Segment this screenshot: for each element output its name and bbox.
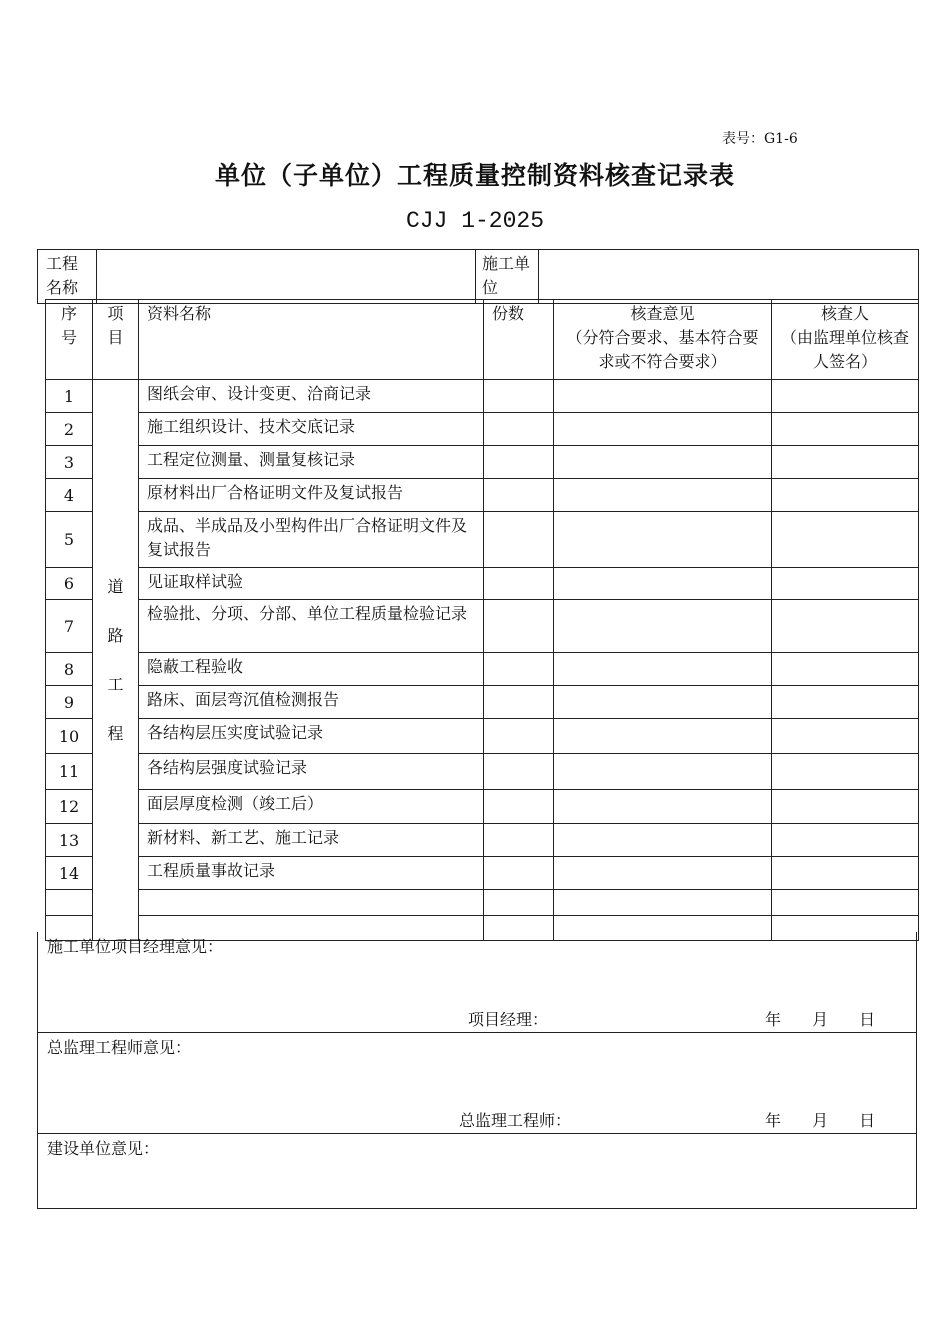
row-copies-cell[interactable] bbox=[484, 824, 554, 857]
row-copies-cell[interactable] bbox=[484, 754, 554, 790]
row-doc-name: 工程定位测量、测量复核记录 bbox=[139, 446, 484, 479]
pm-sign-label: 项目经理： bbox=[468, 1010, 549, 1029]
row-doc-name: 施工组织设计、技术交底记录 bbox=[139, 413, 484, 446]
row-seq: 8 bbox=[46, 653, 93, 686]
row-opinion-cell[interactable] bbox=[554, 568, 772, 600]
row-opinion-cell[interactable] bbox=[554, 446, 772, 479]
pm-opinion-box[interactable] bbox=[37, 932, 917, 1033]
table-row bbox=[46, 446, 919, 479]
row-copies-cell[interactable] bbox=[484, 653, 554, 686]
row-seq: 2 bbox=[46, 413, 93, 446]
row-reviewer-cell[interactable] bbox=[772, 446, 919, 479]
row-opinion-cell[interactable] bbox=[554, 686, 772, 719]
category-char: 程 bbox=[107, 724, 124, 743]
records-table bbox=[45, 299, 919, 941]
table-row bbox=[46, 686, 919, 719]
row-opinion-cell[interactable] bbox=[554, 790, 772, 824]
row-seq: 12 bbox=[46, 790, 93, 824]
row-copies-cell[interactable] bbox=[484, 512, 554, 568]
row-opinion-cell[interactable] bbox=[554, 653, 772, 686]
row-doc-name: 隐蔽工程验收 bbox=[139, 653, 484, 686]
table-row bbox=[46, 824, 919, 857]
table-row bbox=[46, 754, 919, 790]
row-copies-cell[interactable] bbox=[484, 413, 554, 446]
row-doc-name: 各结构层强度试验记录 bbox=[139, 754, 484, 790]
row-opinion-cell[interactable] bbox=[554, 857, 772, 890]
category-char: 工 bbox=[107, 675, 124, 694]
row-seq: 11 bbox=[46, 754, 93, 790]
standard-code: CJJ 1-2025 bbox=[405, 208, 545, 234]
row-copies-cell[interactable] bbox=[484, 719, 554, 754]
header-category: 项目 bbox=[93, 300, 139, 380]
row-seq: 1 bbox=[46, 380, 93, 413]
row-opinion-cell[interactable] bbox=[554, 600, 772, 653]
table-row bbox=[46, 568, 919, 600]
row-reviewer-cell[interactable] bbox=[772, 600, 919, 653]
category-char: 路 bbox=[107, 626, 124, 645]
table-row bbox=[46, 857, 919, 890]
row-reviewer-cell[interactable] bbox=[772, 479, 919, 512]
row-reviewer-cell[interactable] bbox=[772, 890, 919, 916]
contractor-field[interactable] bbox=[539, 250, 919, 304]
row-opinion-cell[interactable] bbox=[554, 719, 772, 754]
header-reviewer: 核查人 （由监理单位核查人签名） bbox=[772, 300, 919, 380]
row-seq: 14 bbox=[46, 857, 93, 890]
opinions-section bbox=[37, 932, 917, 1209]
table-row bbox=[46, 890, 919, 916]
row-reviewer-cell[interactable] bbox=[772, 512, 919, 568]
category-char: 道 bbox=[107, 577, 124, 596]
header-copies: 份数 bbox=[484, 300, 554, 380]
row-copies-cell[interactable] bbox=[484, 380, 554, 413]
row-seq: 7 bbox=[46, 600, 93, 653]
row-doc-name: 检验批、分项、分部、单位工程质量检验记录 bbox=[139, 600, 484, 653]
row-copies-cell[interactable] bbox=[484, 790, 554, 824]
row-seq bbox=[46, 890, 93, 916]
row-doc-name: 新材料、新工艺、施工记录 bbox=[139, 824, 484, 857]
row-opinion-cell[interactable] bbox=[554, 754, 772, 790]
chief-opinion-label: 总监理工程师意见： bbox=[47, 1038, 192, 1057]
project-name-field[interactable] bbox=[97, 250, 476, 304]
table-row bbox=[46, 600, 919, 653]
project-info-table bbox=[37, 249, 919, 304]
row-copies-cell[interactable] bbox=[484, 600, 554, 653]
row-opinion-cell[interactable] bbox=[554, 380, 772, 413]
pm-date: 年 月 日 bbox=[765, 1010, 876, 1029]
header-opinion: 核查意见 （分符合要求、基本符合要求或不符合要求） bbox=[554, 300, 772, 380]
row-doc-name: 工程质量事故记录 bbox=[139, 857, 484, 890]
table-row bbox=[46, 479, 919, 512]
row-opinion-cell[interactable] bbox=[554, 479, 772, 512]
row-reviewer-cell[interactable] bbox=[772, 568, 919, 600]
row-doc-name: 见证取样试验 bbox=[139, 568, 484, 600]
owner-opinion-box[interactable] bbox=[37, 1134, 917, 1209]
project-name-label: 工程名称 bbox=[38, 250, 97, 304]
table-row bbox=[46, 653, 919, 686]
row-doc-name: 面层厚度检测（竣工后） bbox=[139, 790, 484, 824]
table-row bbox=[46, 790, 919, 824]
row-opinion-cell[interactable] bbox=[554, 824, 772, 857]
owner-opinion-label: 建设单位意见： bbox=[47, 1139, 160, 1158]
header-doc-name: 资料名称 bbox=[139, 300, 484, 380]
table-row bbox=[46, 413, 919, 446]
chief-opinion-box[interactable] bbox=[37, 1033, 917, 1134]
row-seq: 9 bbox=[46, 686, 93, 719]
chief-date: 年 月 日 bbox=[765, 1111, 876, 1130]
header-seq: 序号 bbox=[46, 300, 93, 380]
table-row bbox=[46, 380, 919, 413]
row-doc-name bbox=[139, 890, 484, 916]
row-doc-name: 图纸会审、设计变更、洽商记录 bbox=[139, 380, 484, 413]
row-reviewer-cell[interactable] bbox=[772, 719, 919, 754]
row-reviewer-cell[interactable] bbox=[772, 790, 919, 824]
row-seq: 5 bbox=[46, 512, 93, 568]
category-cell bbox=[93, 380, 139, 941]
row-doc-name: 各结构层压实度试验记录 bbox=[139, 719, 484, 754]
row-reviewer-cell[interactable] bbox=[772, 857, 919, 890]
row-copies-cell[interactable] bbox=[484, 568, 554, 600]
row-copies-cell[interactable] bbox=[484, 446, 554, 479]
row-doc-name: 成品、半成品及小型构件出厂合格证明文件及复试报告 bbox=[139, 512, 484, 568]
page-title: 单位（子单位）工程质量控制资料核查记录表 bbox=[214, 161, 735, 190]
row-copies-cell[interactable] bbox=[484, 857, 554, 890]
row-seq: 6 bbox=[46, 568, 93, 600]
row-seq: 3 bbox=[46, 446, 93, 479]
row-reviewer-cell[interactable] bbox=[772, 380, 919, 413]
row-copies-cell[interactable] bbox=[484, 890, 554, 916]
row-copies-cell[interactable] bbox=[484, 686, 554, 719]
table-row bbox=[46, 512, 919, 568]
pm-opinion-label: 施工单位项目经理意见： bbox=[47, 937, 224, 956]
row-opinion-cell[interactable] bbox=[554, 413, 772, 446]
table-row bbox=[46, 719, 919, 754]
row-reviewer-cell[interactable] bbox=[772, 686, 919, 719]
row-doc-name: 路床、面层弯沉值检测报告 bbox=[139, 686, 484, 719]
row-seq: 4 bbox=[46, 479, 93, 512]
chief-sign-label: 总监理工程师： bbox=[459, 1111, 572, 1130]
row-reviewer-cell[interactable] bbox=[772, 413, 919, 446]
row-reviewer-cell[interactable] bbox=[772, 824, 919, 857]
contractor-label: 施工单位 bbox=[476, 250, 539, 304]
row-reviewer-cell[interactable] bbox=[772, 754, 919, 790]
form-number: 表号：G1-6 bbox=[722, 131, 798, 147]
row-opinion-cell[interactable] bbox=[554, 512, 772, 568]
row-doc-name: 原材料出厂合格证明文件及复试报告 bbox=[139, 479, 484, 512]
row-copies-cell[interactable] bbox=[484, 479, 554, 512]
row-reviewer-cell[interactable] bbox=[772, 653, 919, 686]
row-opinion-cell[interactable] bbox=[554, 890, 772, 916]
row-seq: 10 bbox=[46, 719, 93, 754]
row-seq: 13 bbox=[46, 824, 93, 857]
